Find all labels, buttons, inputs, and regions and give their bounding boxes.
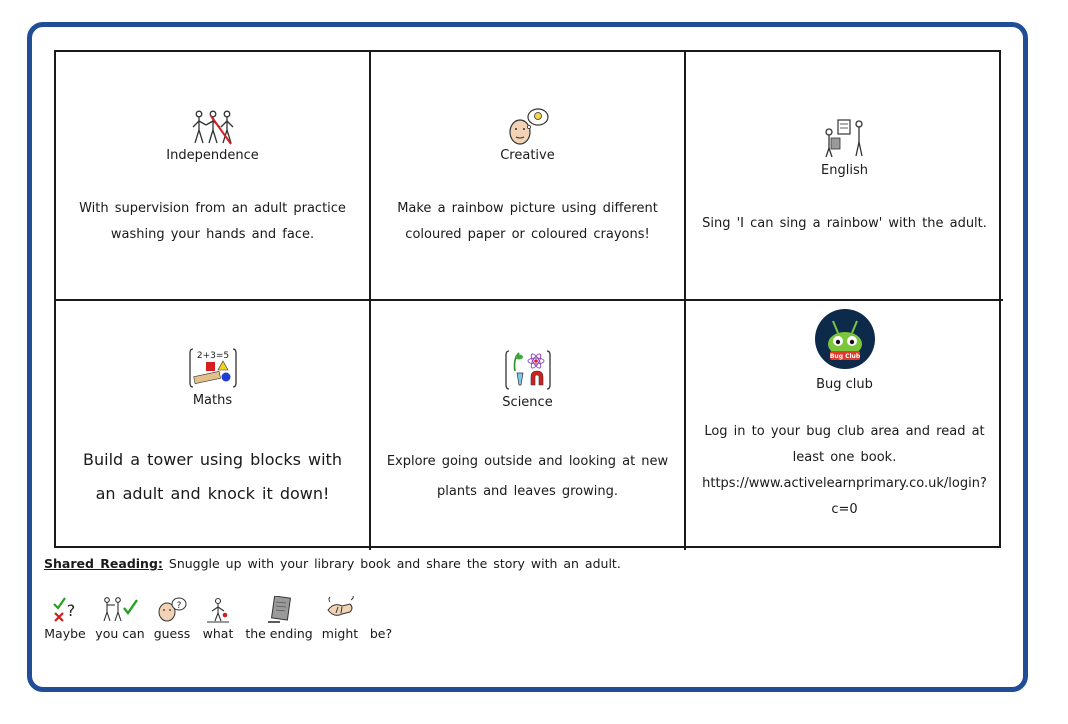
- singing-people-icon: [823, 118, 867, 158]
- svg-text:?: ?: [66, 601, 76, 620]
- logo-text: Bug Club: [829, 353, 860, 360]
- cell-english: [686, 52, 1003, 301]
- cell-science: [371, 301, 686, 550]
- symbol-word: [153, 596, 191, 646]
- idea-face-icon: [506, 108, 550, 146]
- symbol-word: [366, 596, 396, 646]
- cell-title: Maths: [192, 393, 233, 408]
- symbol-word: [44, 596, 86, 646]
- shared-reading-text: Snuggle up with your library book and share the story with an adult.: [168, 556, 621, 571]
- symbol-word: [244, 596, 314, 646]
- symbol-word: [320, 596, 360, 646]
- symbol-word-label: what: [202, 626, 234, 641]
- bug-club-logo: [814, 308, 876, 370]
- activity-grid: [54, 50, 1001, 548]
- cell-title: Bug club: [816, 377, 873, 392]
- shared-reading-label: Shared Reading:: [44, 556, 163, 571]
- bug-club-link[interactable]: https://www.activelearnprimary.co.uk/login?c=0: [702, 476, 987, 517]
- symbol-word-label: guess: [153, 626, 191, 641]
- what-icon: [205, 596, 231, 624]
- science-symbol-icon: [505, 349, 551, 391]
- maths-equation: 2+3=5: [196, 351, 229, 361]
- cell-independence: [56, 52, 371, 301]
- symbol-word-label: Maybe: [44, 626, 86, 641]
- cell-body: Explore going outside and looking at new plants and leaves growing.: [386, 454, 669, 499]
- symbol-word-label: you can: [95, 626, 145, 641]
- symbol-word-label: the ending: [245, 626, 313, 641]
- cell-title: Independence: [166, 148, 259, 163]
- cell-bug-club: [686, 301, 1003, 550]
- maths-symbol-icon: [189, 347, 237, 389]
- washing-people-icon: [191, 110, 235, 146]
- cell-title: English: [821, 163, 868, 178]
- cell-title: Science: [502, 395, 553, 410]
- cell-body: Make a rainbow picture using different coloured paper or coloured crayons!: [397, 201, 658, 242]
- symbol-word-label: might: [321, 626, 359, 641]
- symbol-word: [200, 596, 236, 646]
- cell-creative: [371, 52, 686, 301]
- cell-title: Creative: [500, 148, 555, 163]
- cell-body: Log in to your bug club area and read at least one book.: [704, 424, 985, 465]
- cell-maths: [56, 301, 371, 550]
- symbol-word-label: be?: [369, 626, 393, 641]
- maybe-icon: [52, 596, 78, 624]
- cell-body: Build a tower using blocks with an adult and knock it down!: [83, 450, 342, 503]
- shared-reading: [44, 556, 621, 571]
- cell-body: Sing 'I can sing a rainbow' with the adult.: [702, 216, 987, 231]
- svg-text:?: ?: [176, 601, 182, 611]
- you-can-icon: [101, 596, 139, 622]
- might-icon: [324, 596, 356, 622]
- guess-icon: [157, 596, 187, 622]
- ending-icon: [266, 596, 292, 624]
- cell-body: With supervision from an adult practice washing your hands and face.: [79, 201, 346, 242]
- symbol-word: [94, 596, 146, 646]
